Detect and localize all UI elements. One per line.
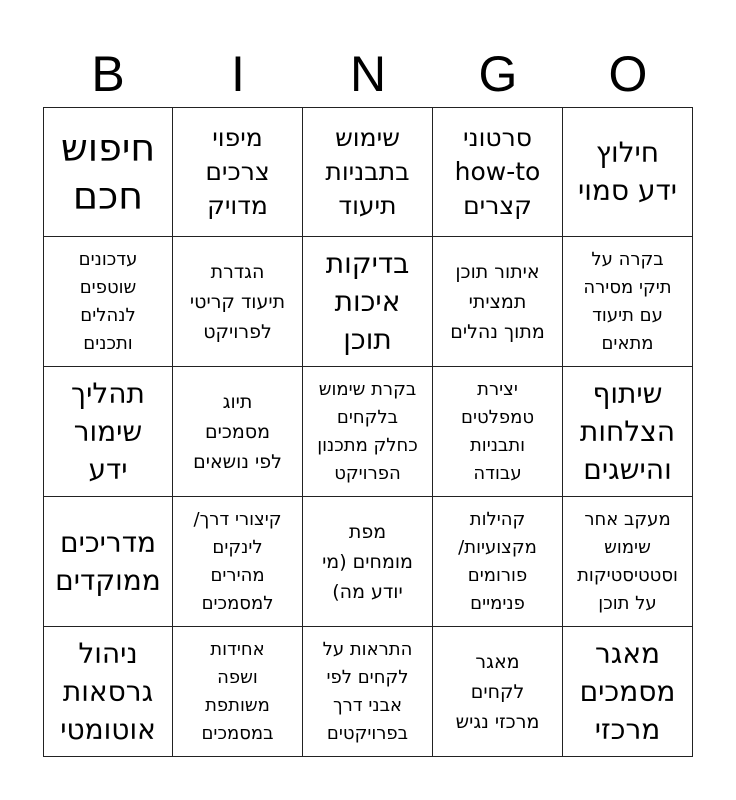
cell-text: ניהול גרסאות אוטומטי xyxy=(60,636,156,746)
bingo-cell[interactable] xyxy=(433,367,563,497)
bingo-cell[interactable] xyxy=(173,237,303,367)
cell-text: סרטוני how-to קצרים xyxy=(454,123,541,220)
bingo-cell[interactable] xyxy=(43,497,173,627)
bingo-cell[interactable] xyxy=(43,627,173,757)
cell-text: הגדרת תיעוד קריטי לפרויקט xyxy=(189,260,286,343)
bingo-header xyxy=(43,40,693,108)
header-letter-g: G xyxy=(478,46,518,102)
cell-text: קהילות מקצועיות/ פורומים פנימיים xyxy=(458,508,537,614)
cell-text: שימוש בתבניות תיעוד xyxy=(325,123,410,220)
cell-text: מיפוי צרכים מדויק xyxy=(205,123,270,220)
cell-text: מאגר לקחים מרכזי נגיש xyxy=(455,650,540,733)
cell-text: בקרה על תיקי מסירה עם תיעוד מתאים xyxy=(583,248,672,354)
cell-text: מעקב אחר שימוש וסטטיסטיקות על תוכן xyxy=(577,508,678,614)
bingo-grid xyxy=(43,107,693,757)
bingo-cell[interactable] xyxy=(43,237,173,367)
cell-text: חיפוש חכם xyxy=(60,126,156,218)
bingo-cell[interactable] xyxy=(173,627,303,757)
cell-text: שיתוף הצלחות והישגים xyxy=(579,376,676,486)
header-letter-n: N xyxy=(349,46,387,102)
bingo-cell[interactable] xyxy=(303,367,433,497)
header-letter-i: I xyxy=(231,46,245,102)
cell-text: עדכונים שוטפים לנהלים ותכנים xyxy=(78,248,138,354)
bingo-cell[interactable] xyxy=(303,627,433,757)
cell-text: בקרת שימוש בלקחים כחלק מתכנון הפרויקט xyxy=(317,378,418,484)
bingo-cell[interactable] xyxy=(43,107,173,237)
cell-text: חילוץ ידע סמוי xyxy=(577,136,678,207)
cell-text: תהליך שימור ידע xyxy=(71,376,145,486)
cell-text: תיוג מסמכים לפי נושאים xyxy=(193,390,282,473)
cell-text: אחידות ושפה משותפת במסמכים xyxy=(201,638,274,744)
cell-text: איתור תוכן תמציתי מתוך נהלים xyxy=(450,260,545,343)
header-letter-o: O xyxy=(608,46,648,102)
bingo-cell[interactable] xyxy=(433,497,563,627)
cell-text: קיצורי דרך/ לינקים מהירים למסמכים xyxy=(193,508,282,614)
cell-text: מפת מומחים (מי יודע מה) xyxy=(322,520,413,603)
bingo-cell[interactable] xyxy=(173,367,303,497)
bingo-cell[interactable] xyxy=(303,107,433,237)
bingo-cell[interactable] xyxy=(563,627,693,757)
bingo-cell[interactable] xyxy=(563,237,693,367)
bingo-cell[interactable] xyxy=(433,237,563,367)
bingo-cell[interactable] xyxy=(563,497,693,627)
bingo-cell[interactable] xyxy=(433,627,563,757)
cell-text: התראות על לקחים לפי אבני דרך בפרויקטים xyxy=(322,638,413,744)
bingo-cell[interactable] xyxy=(563,107,693,237)
bingo-cell[interactable] xyxy=(433,107,563,237)
bingo-cell[interactable] xyxy=(303,497,433,627)
bingo-cell[interactable] xyxy=(173,497,303,627)
bingo-cell[interactable] xyxy=(43,367,173,497)
bingo-cell[interactable] xyxy=(303,237,433,367)
cell-text: מדריכים ממוקדים xyxy=(55,525,161,597)
bingo-cell[interactable] xyxy=(563,367,693,497)
cell-text: יצירת טמפלטים ותבניות עבודה xyxy=(461,378,535,484)
cell-text: בדיקות איכות תוכן xyxy=(325,246,410,356)
cell-text: מאגר מסמכים מרכזי xyxy=(579,636,676,746)
header-letter-b: B xyxy=(91,46,125,102)
bingo-cell[interactable] xyxy=(173,107,303,237)
